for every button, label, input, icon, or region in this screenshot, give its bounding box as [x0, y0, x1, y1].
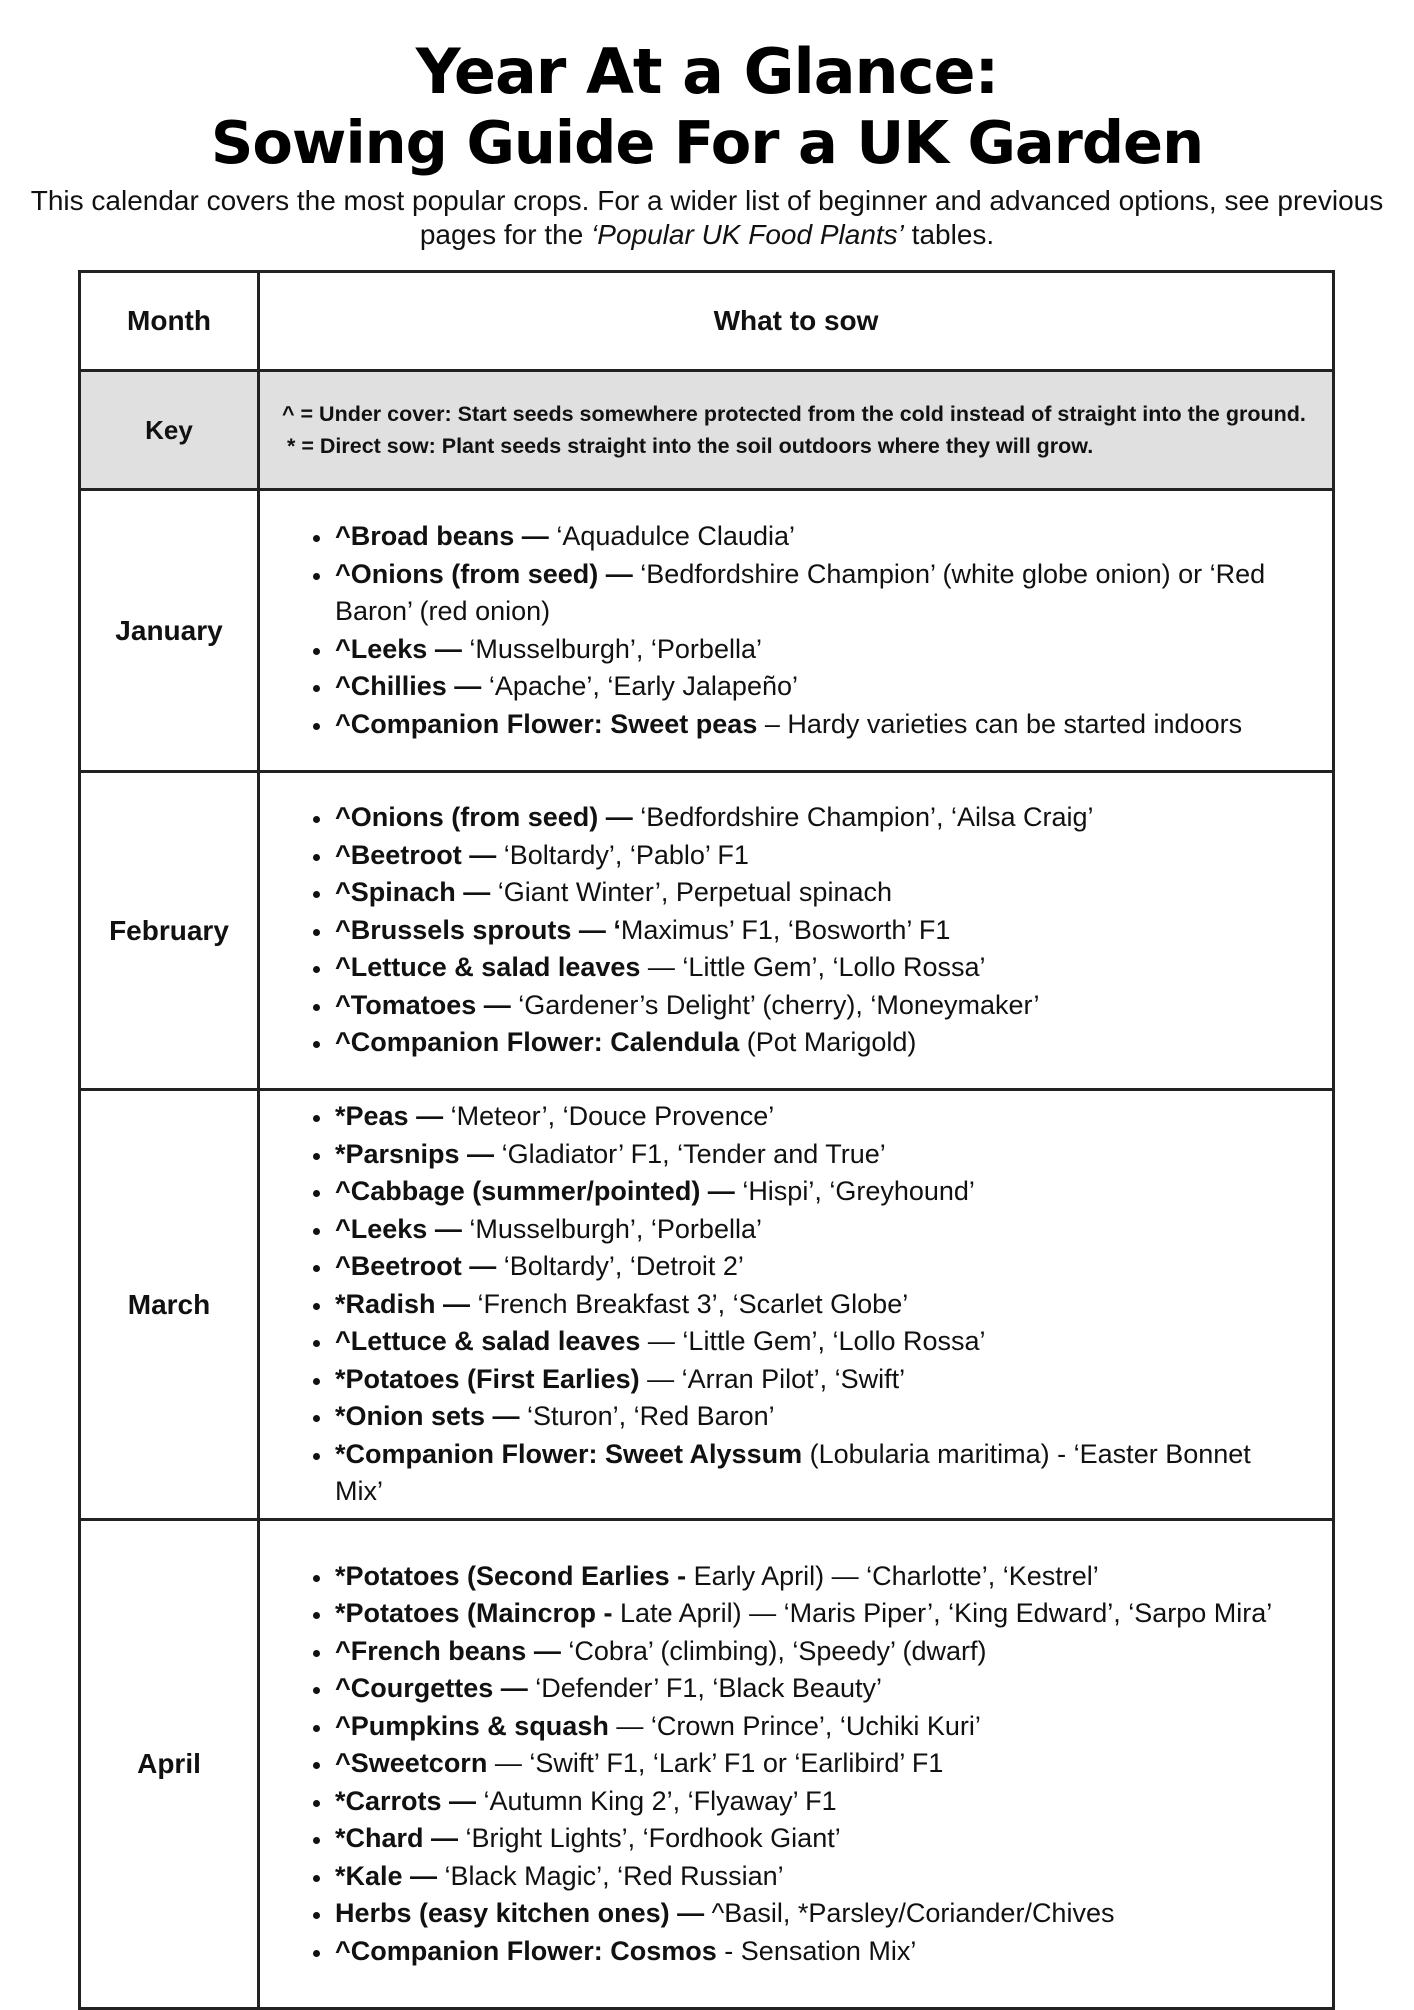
crop-name: ^Leeks — — [335, 633, 462, 664]
crop-varieties: ‘Defender’ F1, ‘Black Beauty’ — [527, 1673, 882, 1704]
crop-name: ^Brussels sprouts — ‘ — [335, 914, 621, 945]
sow-list-cell — [259, 772, 1334, 1090]
crop-varieties: ‘Musselburgh’, ‘Porbella’ — [461, 1213, 762, 1244]
list-item — [333, 1248, 1331, 1286]
month-row-february — [80, 772, 1334, 1090]
list-item — [333, 1595, 1331, 1633]
crop-varieties: ‘Gardener’s Delight’ (cherry), ‘Moneymaker’ — [510, 989, 1040, 1020]
crop-varieties: ‘Hispi’, ‘Greyhound’ — [734, 1176, 975, 1207]
list-item — [333, 949, 1331, 987]
crop-varieties: — ‘Little Gem’, ‘Lollo Rossa’ — [640, 1326, 986, 1357]
list-item — [333, 1708, 1331, 1746]
list-item — [333, 1361, 1331, 1399]
crop-name: *Potatoes (Second Earlies - — [335, 1560, 687, 1591]
list-item — [333, 1436, 1331, 1511]
list-item — [333, 987, 1331, 1025]
sow-list — [261, 518, 1331, 743]
crop-varieties: ‘Boltardy’, ‘Pablo’ F1 — [496, 839, 749, 870]
list-item — [333, 799, 1331, 837]
crop-varieties: – Hardy varieties can be started indoors — [757, 708, 1243, 739]
list-item — [333, 518, 1331, 556]
list-item — [333, 1286, 1331, 1324]
month-name: January — [80, 490, 259, 772]
list-item — [333, 1633, 1331, 1671]
crop-varieties: ‘Musselburgh’, ‘Porbella’ — [461, 633, 762, 664]
crop-varieties: ‘French Breakfast 3’, ‘Scarlet Globe’ — [470, 1288, 909, 1319]
crop-name: ^Beetroot — — [335, 839, 497, 870]
list-item — [333, 1858, 1331, 1896]
crop-varieties: (Pot Marigold) — [739, 1027, 917, 1058]
crop-varieties: ‘Meteor’, ‘Douce Provence’ — [443, 1101, 775, 1132]
month-name: April — [80, 1520, 259, 2009]
intro-text: This calendar covers the most popular crops. For a wider list of beginner and advanced options, see previous pages for the — [30, 185, 1384, 250]
crop-name: *Onion sets — — [335, 1401, 520, 1432]
crop-varieties: ‘Autumn King 2’, ‘Flyaway’ F1 — [476, 1785, 837, 1816]
crop-name: ^Onions (from seed) — — [335, 558, 633, 589]
month-row-march — [80, 1090, 1334, 1520]
crop-name: ^Companion Flower: Cosmos — [335, 1935, 717, 1966]
crop-name: ^Spinach — — [335, 877, 491, 908]
crop-varieties: ‘Giant Winter’, Perpetual spinach — [490, 877, 892, 908]
crop-varieties: ‘Cobra’ (climbing), ‘Speedy’ (dwarf) — [560, 1635, 987, 1666]
list-item — [333, 1933, 1331, 1971]
sowing-table — [78, 270, 1335, 2010]
list-item — [333, 1670, 1331, 1708]
page-title: Year At a Glance: — [415, 35, 999, 108]
crop-name: ^French beans — — [335, 1635, 561, 1666]
month-name: February — [80, 772, 259, 1090]
key-definitions — [259, 371, 1334, 490]
list-item — [333, 1136, 1331, 1174]
list-item — [333, 1895, 1331, 1933]
crop-varieties: (Lobularia maritima) - ‘Easter Bonnet Mix’ — [335, 1438, 1251, 1507]
crop-name: ^Lettuce & salad leaves — [335, 1326, 641, 1357]
crop-name: *Parsnips — — [335, 1138, 495, 1169]
list-item — [333, 912, 1331, 950]
intro-paragraph — [0, 184, 1414, 252]
header-month: Month — [80, 272, 259, 371]
crop-varieties: ‘Sturon’, ‘Red Baron’ — [519, 1401, 775, 1432]
crop-varieties: — ‘Crown Prince’, ‘Uchiki Kuri’ — [608, 1710, 981, 1741]
key-row — [80, 371, 1334, 490]
intro-emphasis: ‘Popular UK Food Plants’ — [591, 219, 904, 250]
list-item — [333, 1783, 1331, 1821]
header-what-to-sow: What to sow — [259, 272, 1334, 371]
crop-name: ^Onions (from seed) — — [335, 802, 633, 833]
month-row-january — [80, 490, 1334, 772]
crop-name: ^Tomatoes — — [335, 989, 511, 1020]
crop-name: ^Companion Flower: Sweet peas — [335, 708, 758, 739]
crop-name: *Potatoes (First Earlies) — [335, 1363, 640, 1394]
crop-name: ^Sweetcorn — [335, 1748, 488, 1779]
list-item — [333, 1211, 1331, 1249]
key-direct-sow: * = Direct sow: Plant seeds straight into the soil outdoors where they will grow. — [287, 434, 1094, 458]
crop-varieties: — ‘Little Gem’, ‘Lollo Rossa’ — [640, 952, 986, 983]
crop-name: *Chard — — [335, 1823, 459, 1854]
crop-name: *Peas — — [335, 1101, 444, 1132]
crop-varieties: - Sensation Mix’ — [716, 1935, 917, 1966]
list-item — [333, 1745, 1331, 1783]
list-item — [333, 668, 1331, 706]
crop-name: *Companion Flower: Sweet Alyssum — [335, 1438, 803, 1469]
crop-varieties: ‘Boltardy’, ‘Detroit 2’ — [496, 1251, 744, 1282]
list-item — [333, 1323, 1331, 1361]
list-item — [333, 556, 1331, 631]
crop-name: Herbs (easy kitchen ones) — — [335, 1898, 705, 1929]
crop-name: ^Cabbage (summer/pointed) — — [335, 1176, 735, 1207]
crop-varieties: Maximus’ F1, ‘Bosworth’ F1 — [620, 914, 951, 945]
sow-list-cell — [259, 1090, 1334, 1520]
crop-name: ^Lettuce & salad leaves — [335, 952, 641, 983]
crop-varieties: ‘Aquadulce Claudia’ — [548, 521, 795, 551]
list-item — [333, 631, 1331, 669]
list-item — [333, 874, 1331, 912]
crop-varieties: ‘Bright Lights’, ‘Fordhook Giant’ — [458, 1823, 841, 1854]
list-item — [333, 1024, 1331, 1062]
sow-list-cell — [259, 1520, 1334, 2009]
crop-varieties: Late April) — ‘Maris Piper’, ‘King Edward’, ‘Sarpo Mira’ — [612, 1598, 1273, 1629]
crop-name: ^Chillies — — [335, 671, 482, 701]
crop-name: *Radish — — [335, 1288, 471, 1319]
key-label: Key — [80, 371, 259, 490]
crop-varieties: — ‘Swift’ F1, ‘Lark’ F1 or ‘Earlibird’ F1 — [487, 1748, 944, 1779]
crop-name: ^Beetroot — — [335, 1251, 497, 1282]
month-row-april — [80, 1520, 1334, 2009]
crop-varieties: — ‘Arran Pilot’, ‘Swift’ — [639, 1363, 906, 1394]
crop-varieties: ‘Gladiator’ F1, ‘Tender and True’ — [494, 1138, 886, 1169]
crop-name: *Carrots — — [335, 1785, 477, 1816]
crop-name: *Potatoes (Maincrop - — [335, 1598, 613, 1629]
sow-list — [261, 799, 1331, 1062]
list-item — [333, 1558, 1331, 1596]
crop-varieties: ^Basil, *Parsley/Coriander/Chives — [704, 1898, 1115, 1929]
crop-name: *Kale — — [335, 1860, 438, 1891]
crop-varieties: ‘Bedfordshire Champion’ (white globe onion) or ‘Red Baron’ (red onion) — [335, 558, 1266, 626]
sow-list — [261, 1098, 1331, 1511]
list-item — [333, 706, 1331, 744]
crop-name: ^Leeks — — [335, 1213, 462, 1244]
page-subtitle: Sowing Guide For a UK Garden — [210, 108, 1204, 177]
intro-text-end: tables. — [903, 219, 995, 250]
crop-name: ^Companion Flower: Calendula — [335, 1027, 740, 1058]
sow-list — [261, 1558, 1331, 1971]
crop-name: ^Pumpkins & squash — [335, 1710, 609, 1741]
month-name: March — [80, 1090, 259, 1520]
list-item — [333, 837, 1331, 875]
list-item — [333, 1173, 1331, 1211]
list-item — [333, 1098, 1331, 1136]
list-item — [333, 1398, 1331, 1436]
crop-varieties: ‘Black Magic’, ‘Red Russian’ — [437, 1860, 784, 1891]
table-header-row — [80, 272, 1334, 371]
crop-varieties: ‘Bedfordshire Champion’, ‘Ailsa Craig’ — [632, 802, 1094, 833]
key-under-cover: ^ = Under cover: Start seeds somewhere protected from the cold instead of straight into the ground. — [282, 402, 1306, 426]
sow-list-cell — [259, 490, 1334, 772]
list-item — [333, 1820, 1331, 1858]
crop-name: ^Courgettes — — [335, 1673, 528, 1704]
crop-varieties: Early April) — ‘Charlotte’, ‘Kestrel’ — [686, 1560, 1099, 1591]
crop-name: ^Broad beans — — [335, 521, 549, 551]
crop-varieties: ‘Apache’, ‘Early Jalapeño’ — [481, 671, 798, 701]
